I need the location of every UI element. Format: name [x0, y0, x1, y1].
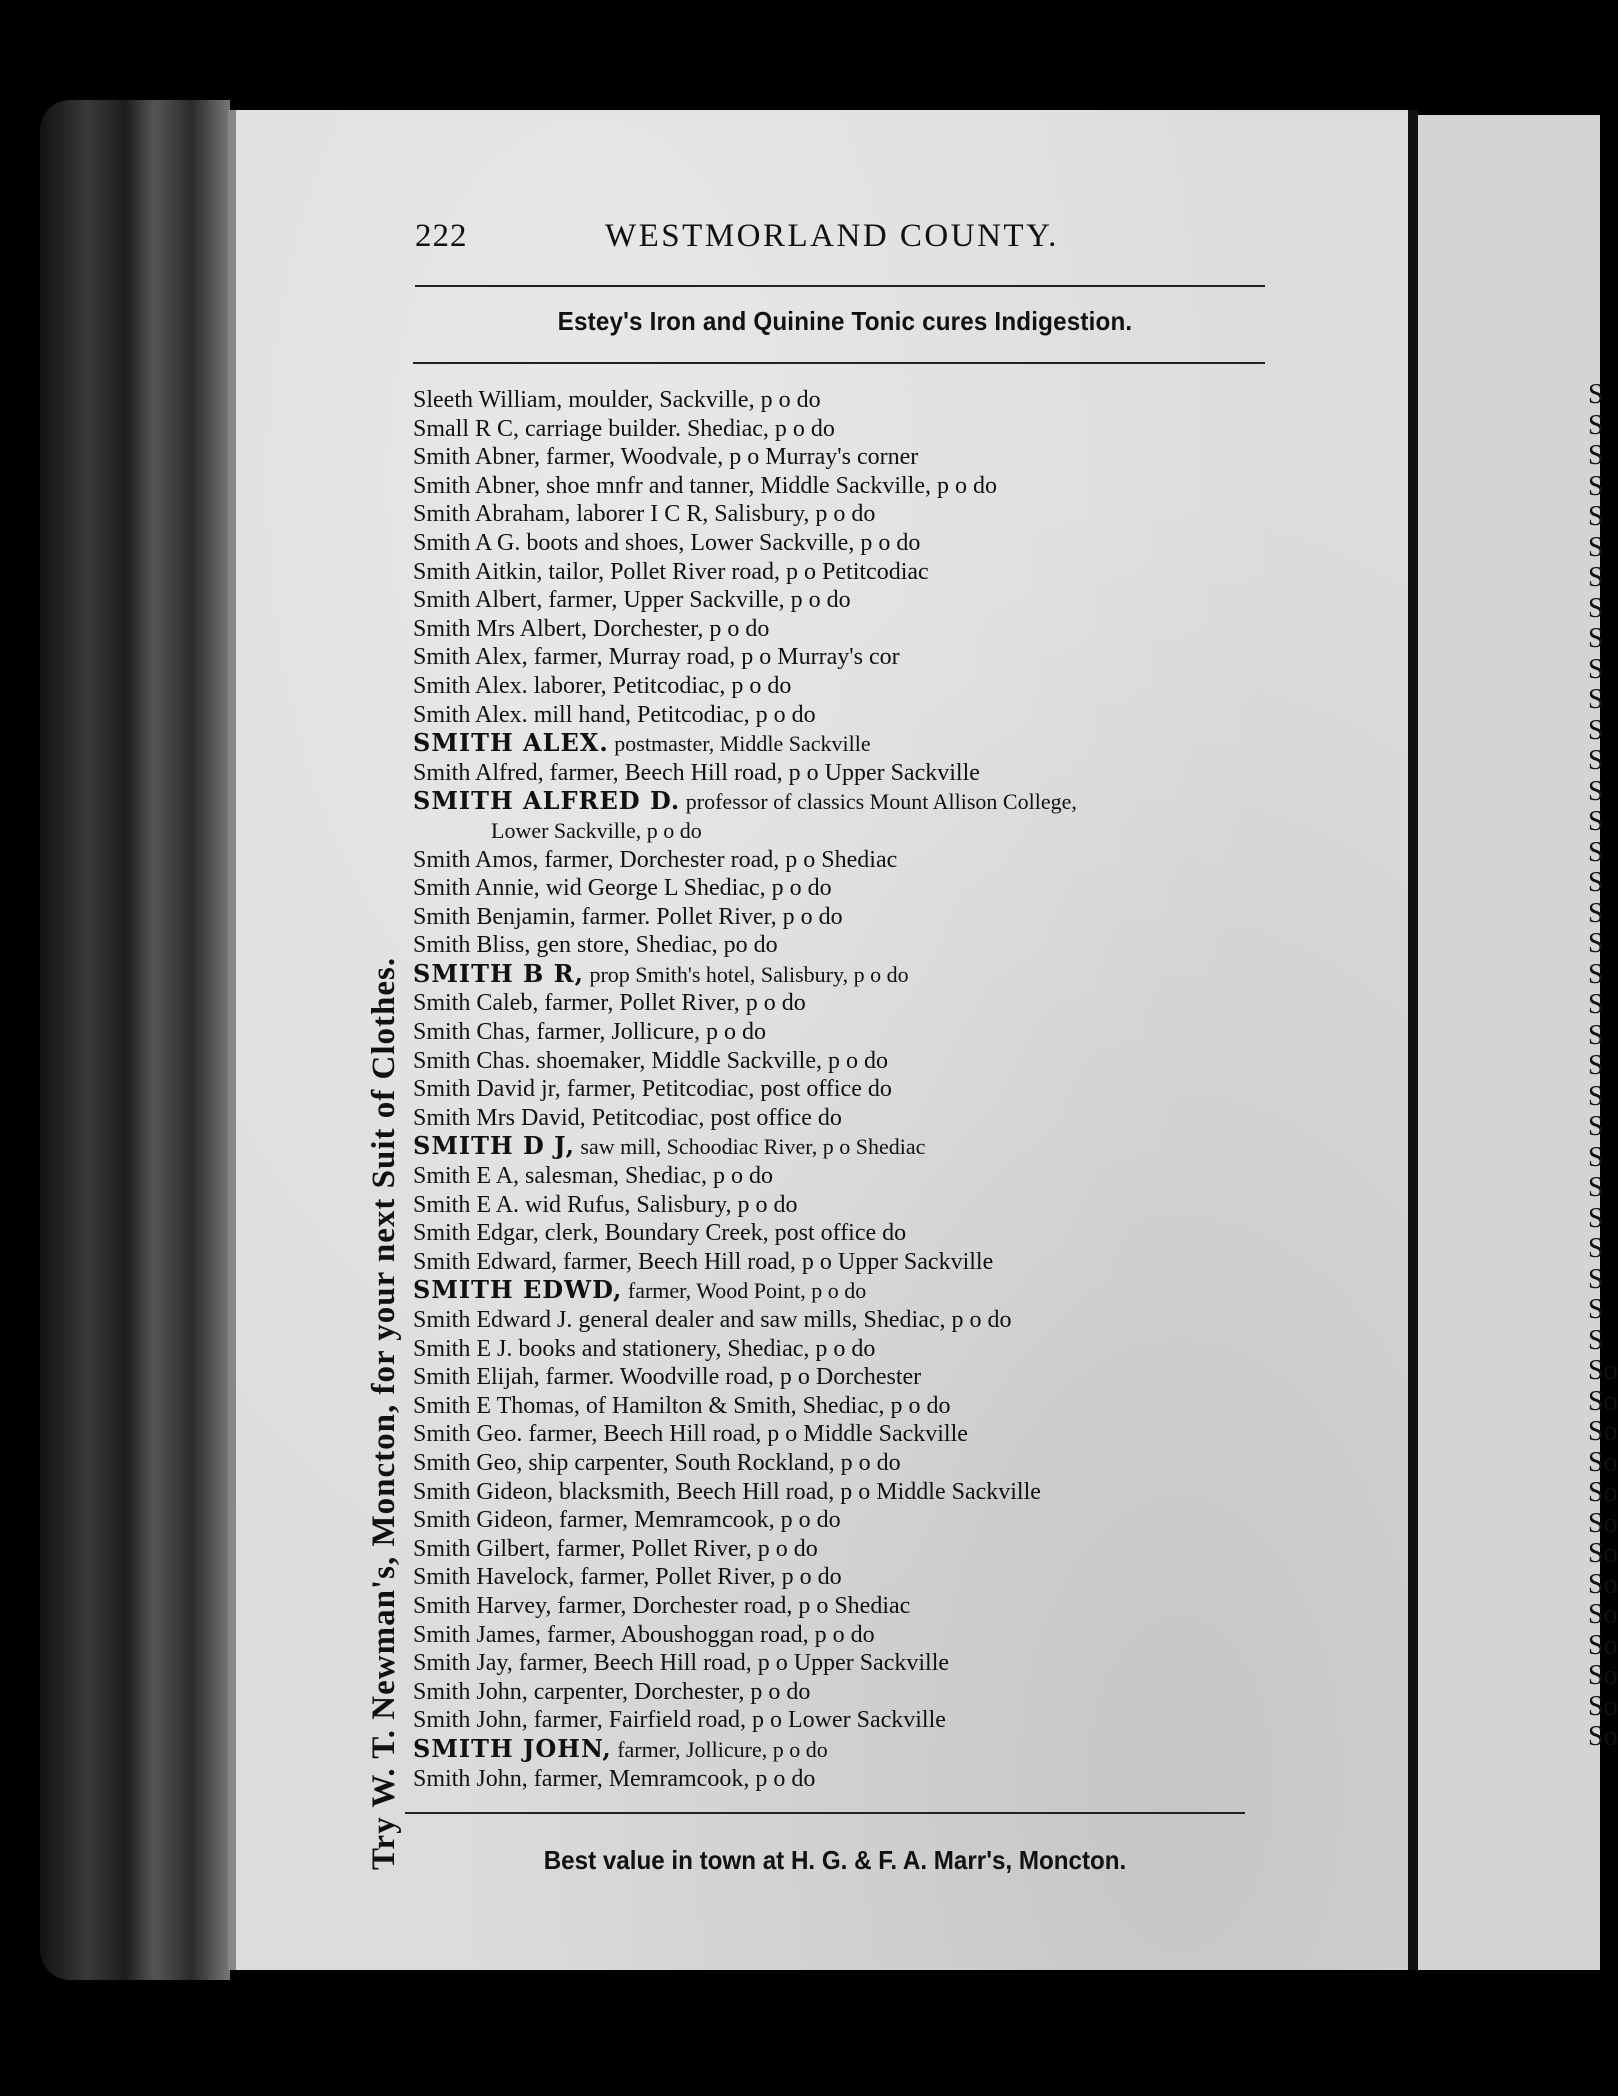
entry-name: Smith Gideon, [413, 1507, 554, 1534]
top-ad-rule [413, 362, 1265, 364]
directory-entry [413, 443, 1313, 472]
bottom-rule [405, 1812, 1245, 1814]
entry-name: Smith Alex, [413, 644, 528, 671]
directory-entry [413, 701, 1313, 730]
entry-detail: farmer, Aboushoggan road, p o do [541, 1621, 875, 1648]
directory-entry [413, 1191, 1313, 1220]
entry-detail: wid Rufus, Salisbury, p o do [519, 1191, 798, 1218]
directory-entry [413, 903, 1313, 932]
entry-name: Smith Alex. [413, 672, 528, 699]
entry-detail: farmer, Pollet River, p o do [550, 1535, 818, 1562]
entry-name: Smith John, [413, 1678, 528, 1705]
entry-continuation: Lower Sackville, p o do [491, 817, 702, 843]
directory-entry [413, 1478, 1313, 1507]
entry-detail: professor of classics Mount Allison College, [680, 789, 1077, 815]
entry-detail: ship carpenter, South Rockland, p o do [522, 1449, 901, 1476]
directory-entry [413, 529, 1313, 558]
page-number: 222 [415, 218, 468, 254]
entry-name: Smith A G. [413, 529, 521, 556]
entry-detail: farmer. Woodville road, p o Dorchester [539, 1364, 922, 1391]
entry-detail: wid George L Shediac, p o do [539, 875, 832, 902]
directory-entry [413, 960, 1313, 990]
entry-name: Small R C, [413, 415, 520, 442]
entry-name: Smith Elijah, [413, 1364, 540, 1391]
page-gutter [1408, 110, 1418, 1970]
entry-name: Smith E A, [413, 1163, 520, 1190]
directory-entry [413, 1075, 1313, 1104]
entry-name: Smith John, [413, 1765, 528, 1792]
entry-name: Smith Mrs Albert, [413, 615, 588, 642]
directory-entry [413, 874, 1313, 903]
entry-detail: farmer, Dorchester road, p o Shediac [538, 846, 898, 873]
entry-name: SMITH ALEX. [413, 728, 609, 758]
entry-name: Smith Caleb, [413, 990, 539, 1017]
directory-entry [413, 615, 1313, 644]
directory-entry [413, 558, 1313, 587]
entry-name: SMITH JOHN, [413, 1733, 612, 1763]
directory-entry [413, 1535, 1313, 1564]
entry-name: Smith Chas. [413, 1047, 531, 1074]
entry-name: Smith Alex. [413, 701, 528, 728]
entry-detail: farmer, Jollicure, p o do [530, 1019, 766, 1046]
book-binding [40, 100, 230, 1980]
entry-detail: prop Smith's hotel, Salisbury, p o do [583, 961, 909, 987]
entry-detail: farmer, Upper Sackville, p o do [542, 587, 851, 614]
entry-name: Smith Jay, [413, 1650, 513, 1677]
entry-detail: farmer, Pollet River, p o do [538, 990, 806, 1017]
directory-entry [413, 1132, 1313, 1162]
entry-detail: farmer, Murray road, p o Murray's cor [527, 644, 900, 671]
entry-detail: clerk, Boundary Creek, post office do [538, 1220, 907, 1247]
bottom-advertisement: Best value in town at H. G. & F. A. Marr's, Moncton. [543, 1845, 1127, 1875]
entry-name: Smith Havelock, [413, 1564, 575, 1591]
entry-name: Smith John, [413, 1707, 528, 1734]
entry-detail: books and stationery, Shediac, p o do [512, 1335, 876, 1362]
entry-name: Smith James, [413, 1621, 542, 1648]
directory-entry [413, 1649, 1313, 1678]
entry-detail: farmer, Beech Hill road, p o Upper Sackville [543, 759, 980, 786]
entry-detail: tailor, Pollet River road, p o Petitcodiac [542, 558, 929, 585]
entry-detail: salesman, Shediac, p o do [519, 1163, 773, 1190]
top-advertisement: Estey's Iron and Quinine Tonic cures Indigestion. [557, 306, 1133, 336]
entry-detail: mill hand, Petitcodiac, p o do [527, 701, 816, 728]
directory-entry [413, 386, 1313, 415]
entry-detail: carpenter, Dorchester, p o do [527, 1678, 811, 1705]
directory-entry [413, 759, 1313, 788]
directory-entry [413, 1018, 1313, 1047]
entry-detail: shoe mnfr and tanner, Middle Sackville, p o do [540, 472, 997, 499]
entry-name: Smith Chas, [413, 1019, 531, 1046]
entry-detail: farmer, Beech Hill road, p o Middle Sackville [522, 1421, 968, 1448]
entry-name: Smith Edward, [413, 1248, 557, 1275]
entry-detail: laborer I C R, Salisbury, p o do [570, 501, 876, 528]
entry-detail: farmer, Beech Hill road, p o Upper Sackville [557, 1248, 994, 1275]
running-title: WESTMORLAND COUNTY. [605, 218, 1059, 254]
entry-name: Smith Benjamin, [413, 903, 576, 930]
directory-entry [413, 1219, 1313, 1248]
entry-detail: farmer, Beech Hill road, p o Upper Sackville [512, 1650, 950, 1677]
entry-detail: farmer, Woodvale, p o Murray's corner [540, 444, 919, 471]
directory-entry [413, 500, 1313, 529]
directory-entry [413, 1306, 1313, 1335]
entry-detail: farmer, Dorchester road, p o Shediac [551, 1592, 911, 1619]
entry-name: Smith Edgar, [413, 1220, 539, 1247]
directory-entry [413, 1765, 1313, 1794]
entry-detail: farmer, Memramcook, p o do [527, 1765, 816, 1792]
facing-page-letters: S S S S S S S S S S S S S S S S S S S S S S S S S S S S S S S S So So So So So So So So So So So So So [1588, 379, 1618, 1752]
entry-name: Smith Albert, [413, 587, 543, 614]
directory-entry [413, 729, 1313, 759]
running-header [415, 218, 1275, 262]
directory-entry [413, 1735, 1313, 1765]
entry-name: Smith Annie, [413, 875, 540, 902]
entry-name: Smith Mrs David, [413, 1104, 586, 1131]
entry-name: Sleeth William, [413, 387, 563, 413]
directory-entry [413, 1420, 1313, 1449]
entry-name: SMITH ALFRED D. [413, 786, 681, 816]
header-rule [415, 285, 1265, 287]
entry-detail: blacksmith, Beech Hill road, p o Middle Sackville [553, 1478, 1041, 1505]
entry-detail: Dorchester, p o do [587, 615, 770, 642]
entry-detail: general dealer and saw mills, Shediac, p o do [572, 1307, 1012, 1333]
entry-name: Smith Edward J. [413, 1307, 573, 1333]
entry-detail: farmer, Fairfield road, p o Lower Sackville [527, 1707, 946, 1734]
entry-name: Smith Geo, [413, 1449, 523, 1476]
directory-entry [413, 1449, 1313, 1478]
directory-entry [413, 989, 1313, 1018]
side-advertisement: Try W. T. Newman's, Moncton, for your next Suit of Clothes. [366, 956, 402, 1870]
entry-detail: boots and shoes, Lower Sackville, p o do [520, 529, 921, 556]
entry-name: Smith Abner, [413, 472, 541, 499]
directory-entry [413, 672, 1313, 701]
entry-name: Smith David jr, [413, 1076, 561, 1103]
directory-entry [413, 931, 1313, 960]
directory-entry [413, 1506, 1313, 1535]
directory-entry [413, 1706, 1313, 1735]
entry-detail: carriage builder. Shediac, p o do [519, 415, 835, 442]
entry-name: Smith Geo. [413, 1421, 523, 1448]
entry-detail: gen store, Shediac, po do [530, 932, 778, 959]
entry-name: Smith Harvey, [413, 1592, 552, 1619]
entry-detail: farmer, Pollet River, p o do [574, 1564, 842, 1591]
directory-entry [413, 1248, 1313, 1277]
entry-detail: farmer, Jollicure, p o do [611, 1736, 828, 1762]
entry-detail: farmer, Memramcook, p o do [553, 1507, 841, 1534]
directory-entry [413, 1335, 1313, 1364]
entry-detail: laborer, Petitcodiac, p o do [527, 672, 792, 699]
entry-name: SMITH B R, [413, 958, 584, 988]
entry-name: Smith Abner, [413, 444, 541, 471]
directory-entry [413, 415, 1313, 444]
entry-detail: Petitcodiac, post office do [585, 1104, 842, 1131]
directory-entry [413, 1621, 1313, 1650]
directory-entry [413, 586, 1313, 615]
directory-entry [413, 1363, 1313, 1392]
directory-entry [413, 643, 1313, 672]
directory-entry [413, 1276, 1313, 1306]
directory-entry [413, 1678, 1313, 1707]
directory-entry [413, 1047, 1313, 1076]
directory-entry [413, 1162, 1313, 1191]
entry-name: Smith E J. [413, 1335, 513, 1362]
entry-detail: saw mill, Schoodiac River, p o Shediac [574, 1134, 926, 1160]
entry-name: Smith Gilbert, [413, 1535, 551, 1562]
entry-name: Smith Alfred, [413, 759, 544, 786]
entry-name: Smith Amos, [413, 846, 539, 873]
entry-name: Smith Abraham, [413, 501, 571, 528]
entry-detail: farmer. Pollet River, p o do [575, 903, 843, 930]
entry-name: Smith E Thomas, [413, 1392, 580, 1419]
directory-entry [413, 846, 1313, 875]
entry-detail: farmer, Petitcodiac, post office do [560, 1076, 892, 1103]
entry-name: Smith Gideon, [413, 1478, 554, 1505]
entry-name: SMITH EDWD, [413, 1275, 623, 1305]
entry-name: Smith Bliss, [413, 932, 531, 959]
directory-entry [413, 1563, 1313, 1592]
directory-entry [413, 787, 1313, 845]
entry-detail: shoemaker, Middle Sackville, p o do [530, 1047, 888, 1074]
directory-entry [413, 1104, 1313, 1133]
entry-detail: farmer, Wood Point, p o do [622, 1278, 867, 1304]
directory-entry [413, 1392, 1313, 1421]
entry-detail: postmaster, Middle Sackville [608, 731, 871, 757]
directory-entry [413, 1592, 1313, 1621]
entry-name: Smith Aitkin, [413, 558, 543, 585]
directory-entries [413, 386, 1313, 1793]
entry-name: Smith E A. [413, 1191, 520, 1218]
directory-entry [413, 472, 1313, 501]
entry-detail: of Hamilton & Smith, Shediac, p o do [579, 1392, 951, 1419]
entry-name: SMITH D J, [413, 1131, 575, 1161]
entry-detail: moulder, Sackville, p o do [562, 387, 821, 413]
